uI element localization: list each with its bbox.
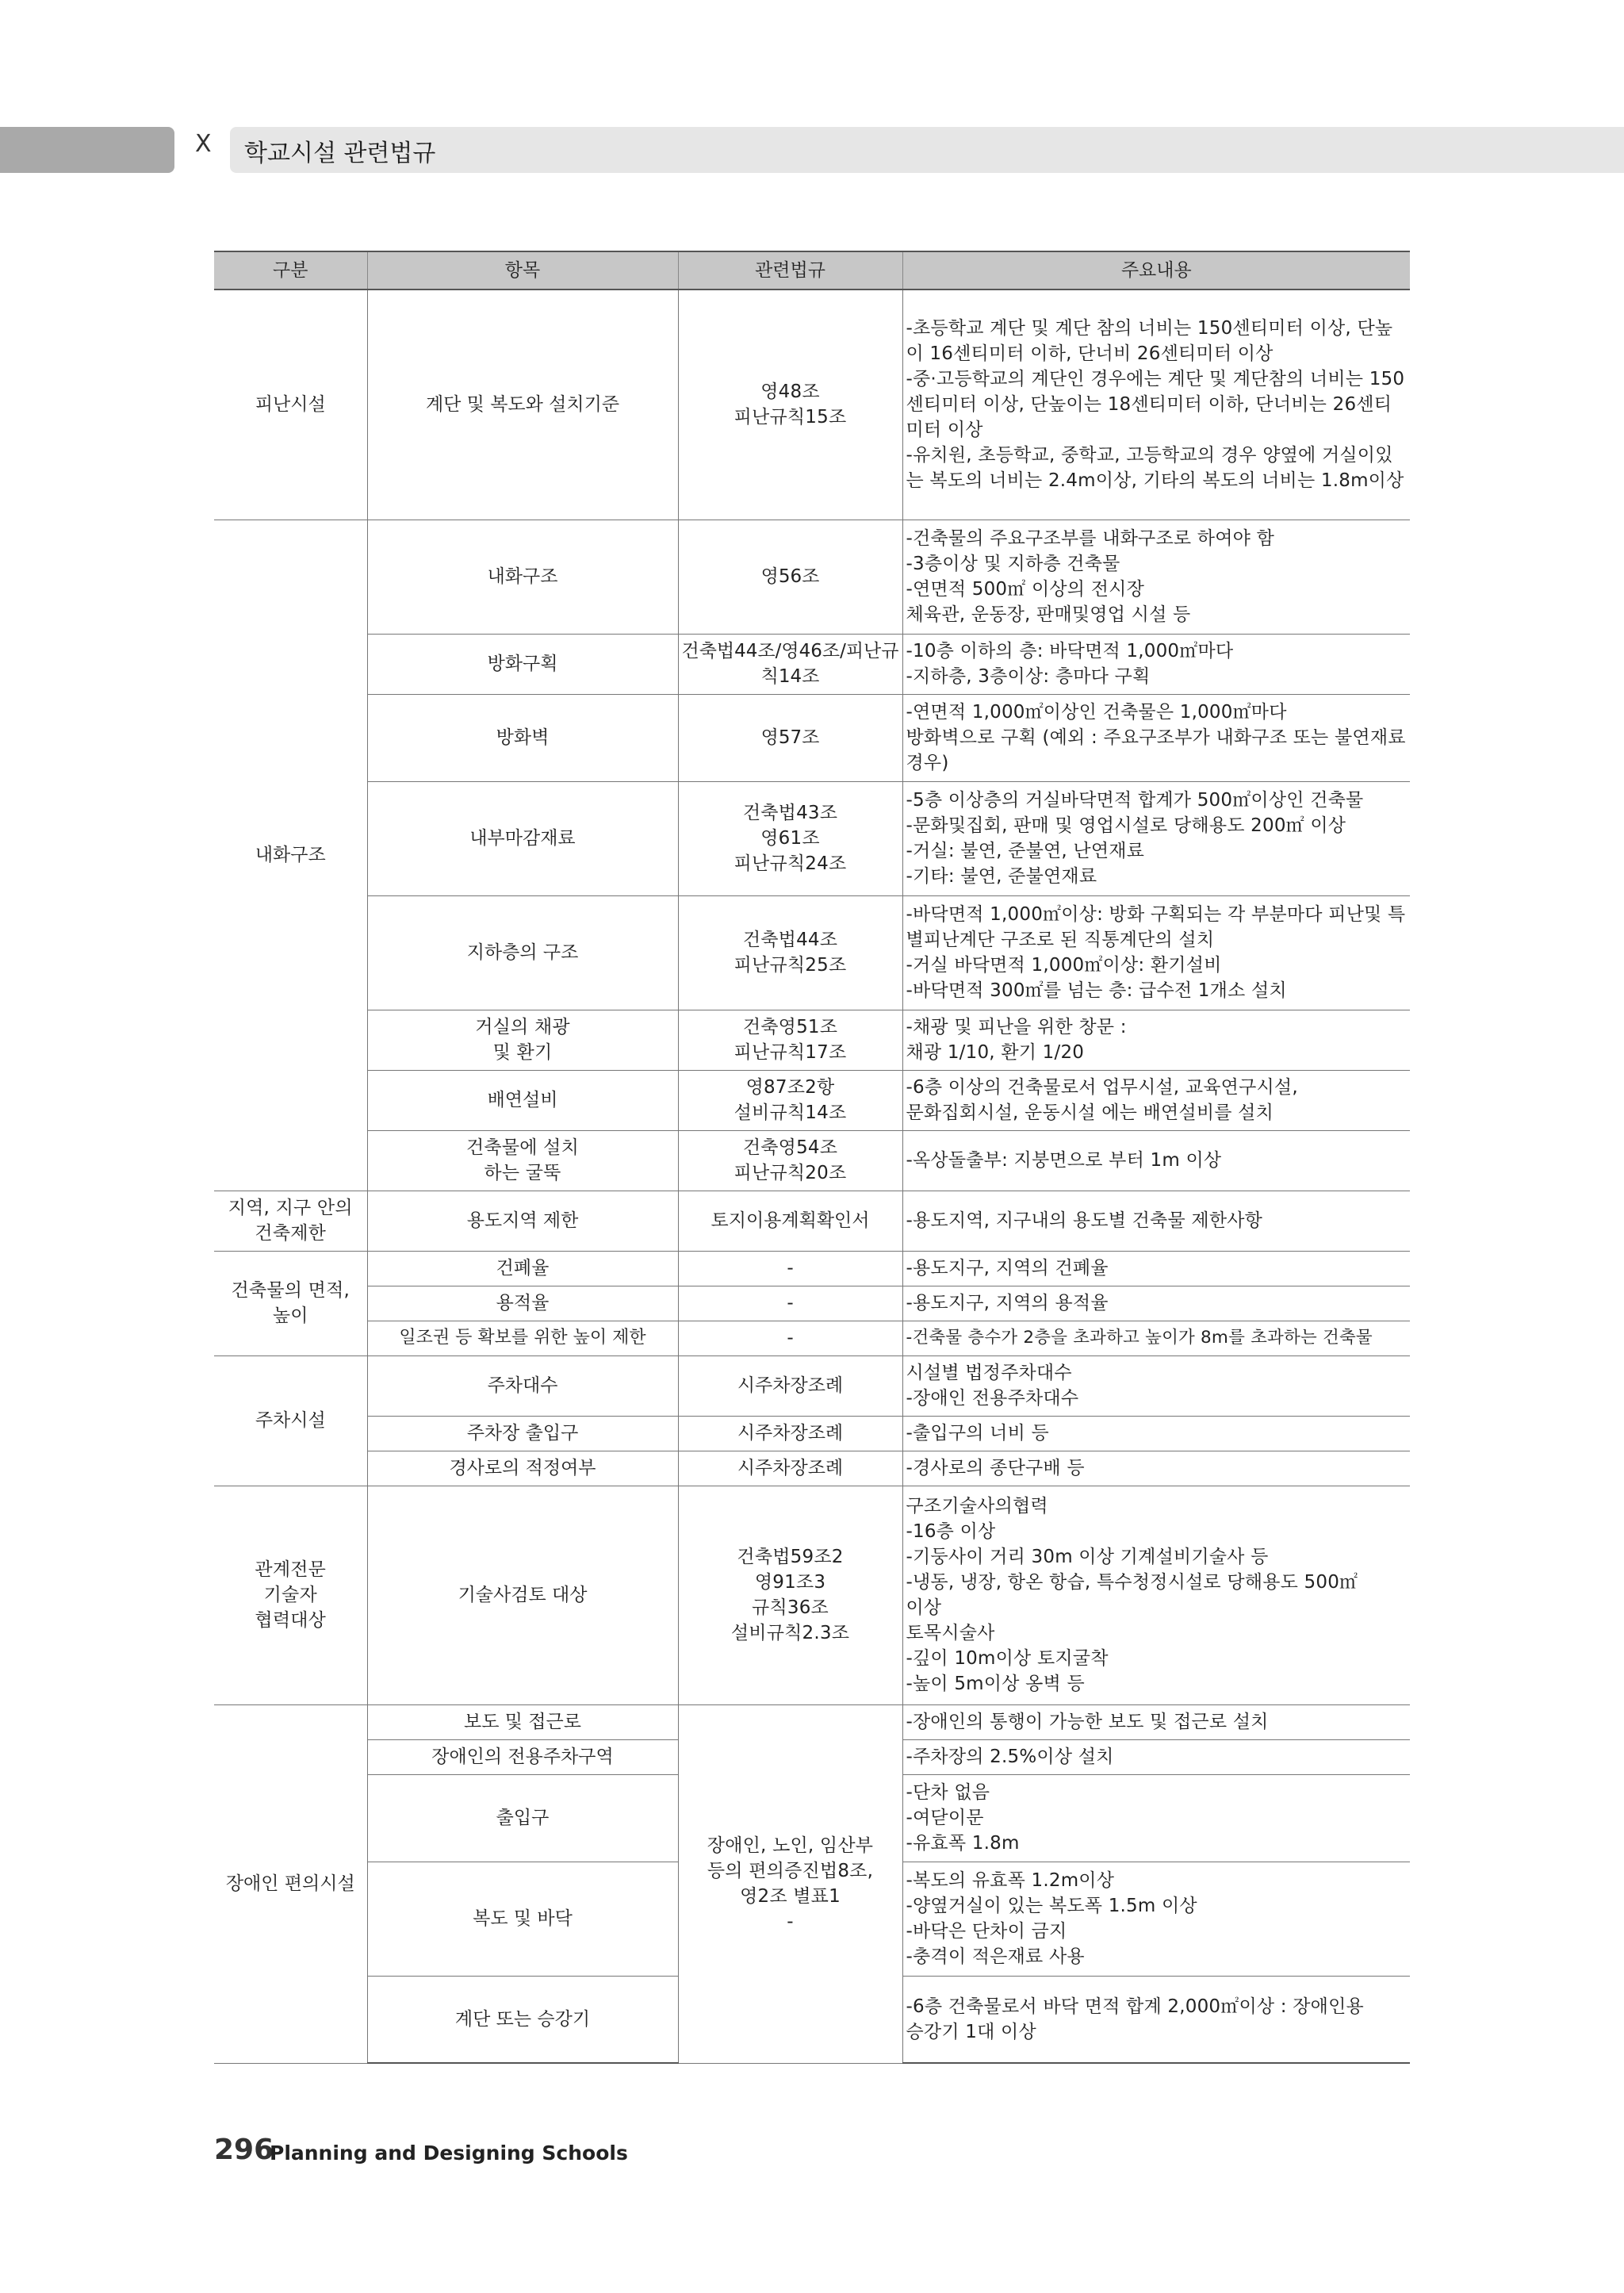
item-cell: 지하층의 구조 xyxy=(367,895,678,1010)
content-cell: -10층 이하의 층: 바닥면적 1,000㎡마다 -지하층, 3층이상: 층마다 구획 xyxy=(902,634,1410,694)
category-cell: 건축물의 면적, 높이 xyxy=(214,1251,367,1355)
table-row xyxy=(214,781,1410,895)
table-row xyxy=(214,1321,1410,1355)
item-cell: 장애인의 전용주차구역 xyxy=(367,1739,678,1774)
content-cell: -연면적 1,000㎡이상인 건축물은 1,000㎡마다 방화벽으로 구획 (예외 : 주요구조부가 내화구조 또는 불연재료 경우) xyxy=(902,694,1410,781)
content-cell: 시설별 법정주차대수 -장애인 전용주차대수 xyxy=(902,1355,1410,1416)
chapter-tab xyxy=(0,127,174,173)
law-cell: 영48조 피난규칙15조 xyxy=(678,290,902,520)
content-cell: -용도지구, 지역의 용적율 xyxy=(902,1286,1410,1321)
content-cell: 구조기술사의협력 -16층 이상 -기둥사이 거리 30m 이상 기계설비기술사 등 -냉동, 냉장, 항온 항습, 특수청정시설로 당해용도 500㎡ 이상 토목시술사 -깊이 10m이상 토지굴착 -높이 5m이상 옹벽 등 xyxy=(902,1486,1410,1704)
law-cell: 건축영51조 피난규칙17조 xyxy=(678,1010,902,1070)
regulations-table xyxy=(214,251,1410,2064)
category-cell: 장애인 편의시설 xyxy=(214,1704,367,2063)
item-cell: 용적율 xyxy=(367,1286,678,1321)
item-cell: 방화구획 xyxy=(367,634,678,694)
item-cell: 내부마감재료 xyxy=(367,781,678,895)
content-cell: -옥상돌출부: 지붕면으로 부터 1m 이상 xyxy=(902,1130,1410,1191)
content-cell: -5층 이상층의 거실바닥면적 합계가 500㎡이상인 건축물 -문화및집회, 판매 및 영업시설로 당해용도 200㎡ 이상 -거실: 불연, 준불연, 난연재료 -기타: 불연, 준불연재료 xyxy=(902,781,1410,895)
category-cell: 관계전문 기술자 협력대상 xyxy=(214,1486,367,1704)
item-cell: 계단 및 복도와 설치기준 xyxy=(367,290,678,520)
content-cell: -건축물의 주요구조부를 내화구조로 하여야 함 -3층이상 및 지하층 건축물 -연면적 500㎡ 이상의 전시장 체육관, 운동장, 판매및영업 시설 등 xyxy=(902,520,1410,634)
table-header-row xyxy=(214,251,1410,290)
column-header: 주요내용 xyxy=(902,251,1410,290)
item-cell: 방화벽 xyxy=(367,694,678,781)
book-title: Planning and Designing Schools xyxy=(270,2142,628,2165)
item-cell: 주차대수 xyxy=(367,1355,678,1416)
law-cell: 건축법59조2 영91조3 규칙36조 설비규칙2.3조 xyxy=(678,1486,902,1704)
item-cell: 보도 및 접근로 xyxy=(367,1704,678,1739)
law-cell: 시주차장조례 xyxy=(678,1355,902,1416)
table-row xyxy=(214,694,1410,781)
law-cell: 영87조2항 설비규칙14조 xyxy=(678,1070,902,1130)
law-cell: 시주차장조례 xyxy=(678,1416,902,1451)
page-title: 학교시설 관련법규 xyxy=(244,140,436,167)
content-cell: -바닥면적 1,000㎡이상: 방화 구획되는 각 부분마다 피난및 특별피난계단 구조로 된 직통계단의 설치 -거실 바닥면적 1,000㎡이상: 환기설비 -바닥면적 300㎡를 넘는 층: 급수전 1개소 설치 xyxy=(902,895,1410,1010)
header-bar xyxy=(230,127,1624,173)
law-cell: 장애인, 노인, 임산부 등의 편의증진법8조, 영2조 별표1 - xyxy=(678,1704,902,2063)
content-cell: -6층 이상의 건축물로서 업무시설, 교육연구시설, 문화집회시설, 운동시설 에는 배연설비를 설치 xyxy=(902,1070,1410,1130)
table-row xyxy=(214,520,1410,634)
table-row xyxy=(214,290,1410,520)
column-header: 항목 xyxy=(367,251,678,290)
item-cell: 복도 및 바닥 xyxy=(367,1862,678,1976)
content-cell: -출입구의 너비 등 xyxy=(902,1416,1410,1451)
law-cell: 건축법44조/영46조/피난규칙14조 xyxy=(678,634,902,694)
item-cell: 출입구 xyxy=(367,1774,678,1862)
category-cell: 내화구조 xyxy=(214,520,367,1191)
table-row xyxy=(214,1130,1410,1191)
item-cell: 주차장 출입구 xyxy=(367,1416,678,1451)
table-row xyxy=(214,1486,1410,1704)
law-cell: 영56조 xyxy=(678,520,902,634)
table-row xyxy=(214,1286,1410,1321)
category-cell: 피난시설 xyxy=(214,290,367,520)
law-cell: 시주차장조례 xyxy=(678,1451,902,1486)
content-cell: -단차 없음 -여닫이문 -유효폭 1.8m xyxy=(902,1774,1410,1862)
item-cell: 내화구조 xyxy=(367,520,678,634)
column-header: 구분 xyxy=(214,251,367,290)
item-cell: 거실의 채광 및 환기 xyxy=(367,1010,678,1070)
item-cell: 계단 또는 승강기 xyxy=(367,1976,678,2063)
content-cell: -초등학교 계단 및 계단 참의 너비는 150센티미터 이상, 단높이 16센티미터 이하, 단너비 26센티미터 이상 -중·고등학교의 계단인 경우에는 계단 및 계단참의 너비는 150센티미터 이상, 단높이는 18센티미터 이하, 단너비는 26센티미터 이상 -유치원, 초등학교, 중학교, 고등학교의 경우 양옆에 거실이있는 복도의 너비는 2.4m이상, 기타의 복도의 너비는 1.8m이상 xyxy=(902,290,1410,520)
column-header: 관련법규 xyxy=(678,251,902,290)
category-cell: 주차시설 xyxy=(214,1355,367,1486)
item-cell: 배연설비 xyxy=(367,1070,678,1130)
table-row xyxy=(214,1070,1410,1130)
chapter-number: X xyxy=(195,130,212,158)
content-cell: -건축물 층수가 2층을 초과하고 높이가 8m를 초과하는 건축물 xyxy=(902,1321,1410,1355)
table-row xyxy=(214,1191,1410,1251)
table-row xyxy=(214,1704,1410,1739)
table-row xyxy=(214,1010,1410,1070)
content-cell: -장애인의 통행이 가능한 보도 및 접근로 설치 xyxy=(902,1704,1410,1739)
item-cell: 기술사검토 대상 xyxy=(367,1486,678,1704)
item-cell: 건축물에 설치 하는 굴뚝 xyxy=(367,1130,678,1191)
content-cell: -용도지역, 지구내의 용도별 건축물 제한사항 xyxy=(902,1191,1410,1251)
page-number: 296 xyxy=(214,2134,274,2166)
item-cell: 건폐율 xyxy=(367,1251,678,1286)
law-cell: 건축영54조 피난규칙20조 xyxy=(678,1130,902,1191)
table-row xyxy=(214,634,1410,694)
law-cell: 영57조 xyxy=(678,694,902,781)
law-cell: 토지이용계획확인서 xyxy=(678,1191,902,1251)
content-cell: -복도의 유효폭 1.2m이상 -양옆거실이 있는 복도폭 1.5m 이상 -바닥은 단차이 금지 -충격이 적은재료 사용 xyxy=(902,1862,1410,1976)
content-cell: -채광 및 피난을 위한 창문 : 채광 1/10, 환기 1/20 xyxy=(902,1010,1410,1070)
law-cell: - xyxy=(678,1251,902,1286)
law-cell: 건축법44조 피난규칙25조 xyxy=(678,895,902,1010)
content-cell: -경사로의 종단구배 등 xyxy=(902,1451,1410,1486)
law-cell: - xyxy=(678,1321,902,1355)
content-cell: -주차장의 2.5%이상 설치 xyxy=(902,1739,1410,1774)
item-cell: 경사로의 적정여부 xyxy=(367,1451,678,1486)
table-row xyxy=(214,1251,1410,1286)
law-cell: - xyxy=(678,1286,902,1321)
category-cell: 지역, 지구 안의 건축제한 xyxy=(214,1191,367,1251)
content-cell: -6층 건축물로서 바닥 면적 합계 2,000㎡이상 : 장애인용 승강기 1대 이상 xyxy=(902,1976,1410,2063)
table-row xyxy=(214,1451,1410,1486)
table-row xyxy=(214,895,1410,1010)
content-cell: -용도지구, 지역의 건폐율 xyxy=(902,1251,1410,1286)
item-cell: 일조권 등 확보를 위한 높이 제한 xyxy=(367,1321,678,1355)
law-cell: 건축법43조 영61조 피난규칙24조 xyxy=(678,781,902,895)
table-row xyxy=(214,1416,1410,1451)
table-row xyxy=(214,1355,1410,1416)
item-cell: 용도지역 제한 xyxy=(367,1191,678,1251)
